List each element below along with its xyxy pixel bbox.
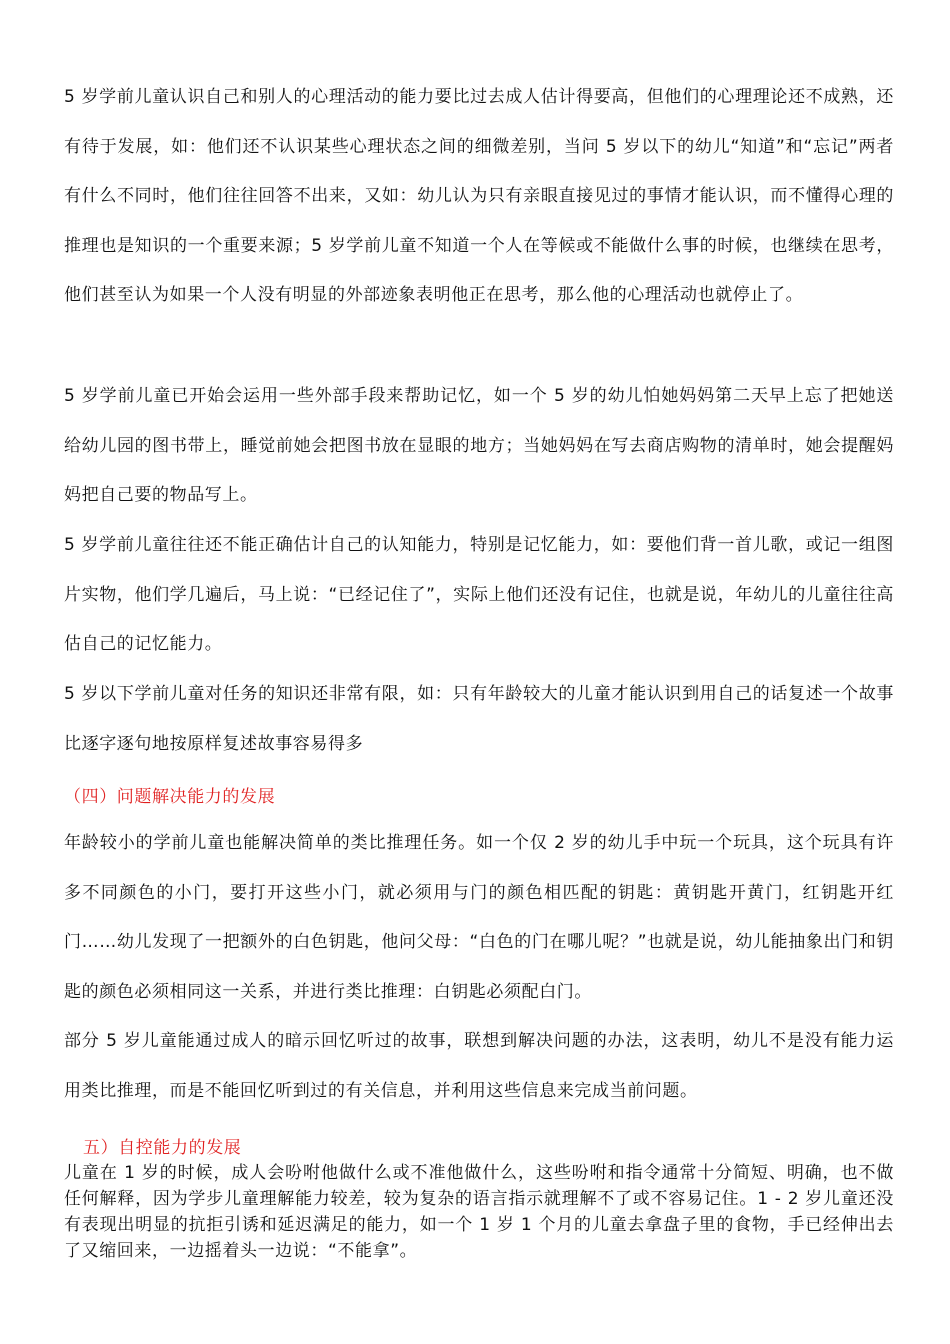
paragraph-memory-estimation: 5 岁学前儿童往往还不能正确估计自己的认知能力，特别是记忆能力，如：要他们背一首儿歌，或记一组图片实物，他们学几遍后，马上说：“已经记住了”，实际上他们还没有记住，也就是说，年幼儿的儿童往往高估自己的记忆能力。 bbox=[64, 535, 894, 655]
paragraph-theory-of-mind: 5 岁学前儿童认识自己和别人的心理活动的能力要比过去成人估计得要高，但他们的心理理论还不成熟，还有待于发展，如：他们还不认识某些心理状态之间的细微差别，当问 5 岁以下的幼儿“知道”和“忘记”两者有什么不同时，他们往往回答不出来，又如：幼儿认为只有亲眼直接见过的事情才能认识，而不懂得心理的推理也是知识的一个重要来源；5 岁学前儿童不知道一个人在等候或不能做什么事的时候，也继续在思考，他们甚至认为如果一个人没有明显的外部迹象表明他正在思考，那么他的心理活动也就停止了。 bbox=[64, 87, 894, 306]
section-heading-problem-solving: （四）问题解决能力的发展 bbox=[64, 787, 276, 807]
paragraph-analogical-reasoning: 年龄较小的学前儿童也能解决简单的类比推理任务。如一个仅 2 岁的幼儿手中玩一个玩具，这个玩具有许多不同颜色的小门，要打开这些小门，就必须用与门的颜色相匹配的钥匙：黄钥匙开黄门，红钥匙开红门……幼儿发现了一把额外的白色钥匙，他问父母：“白色的门在哪儿呢？”也就是说，幼儿能抽象出门和钥匙的颜色必须相同这一关系，并进行类比推理：白钥匙必须配白门。 bbox=[64, 833, 894, 1002]
paragraph-self-control: 儿童在 1 岁的时候，成人会吩咐他做什么或不准他做什么，这些吩咐和指令通常十分简短、明确，也不做任何解释，因为学步儿童理解能力较差，较为复杂的语言指示就理解不了或不容易记住。1 - 2 岁儿童还没有表现出明显的抗拒引诱和延迟满足的能力，如一个 1 岁 1 个月的儿童去拿盘子里的食物，手已经伸出去了又缩回来，一边摇着头一边说：“不能拿”。 bbox=[64, 1163, 894, 1261]
paragraph-hint-recall: 部分 5 岁儿童能通过成人的暗示回忆听过的故事，联想到解决问题的办法，这表明，幼儿不是没有能力运用类比推理，而是不能回忆听到过的有关信息，并利用这些信息来完成当前问题。 bbox=[64, 1031, 894, 1101]
paragraph-memory-strategies: 5 岁学前儿童已开始会运用一些外部手段来帮助记忆，如一个 5 岁的幼儿怕她妈妈第二天早上忘了把她送给幼儿园的图书带上，睡觉前她会把图书放在显眼的地方；当她妈妈在写去商店购物的清单时，她会提醒妈妈把自己要的物品写上。 bbox=[64, 386, 894, 506]
paragraph-task-knowledge: 5 岁以下学前儿童对任务的知识还非常有限，如：只有年龄较大的儿童才能认识到用自己的话复述一个故事比逐字逐句地按原样复述故事容易得多 bbox=[64, 684, 894, 754]
section-heading-self-control: 五）自控能力的发展 bbox=[83, 1138, 242, 1158]
